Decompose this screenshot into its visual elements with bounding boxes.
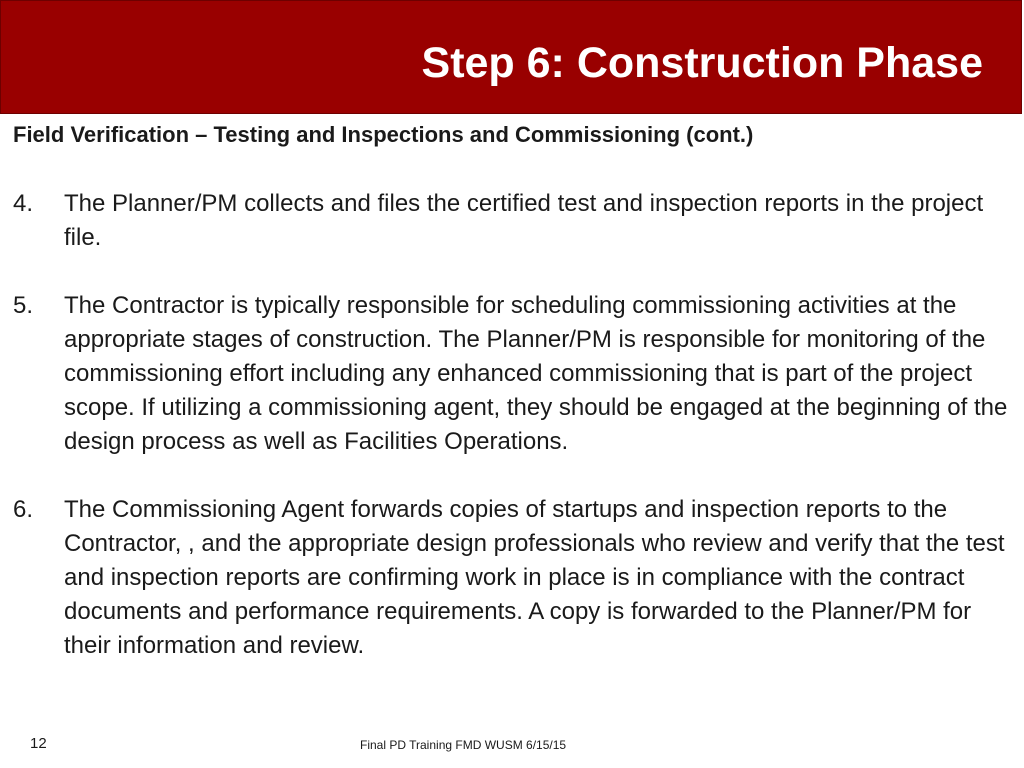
list-item-text: The Commissioning Agent forwards copies of startups and inspection reports to the Contractor, , and the appropriate design professionals who review and verify that the test and inspection reports are confirming work in place is in compliance with the contract documents and performance requirements. A copy is forwarded to the Planner/PM for their information and review. <box>64 496 1005 659</box>
footer-text: Final PD Training FMD WUSM 6/15/15 <box>360 738 567 752</box>
list-item-number: 4. <box>13 190 34 217</box>
slide-subtitle: Field Verification – Testing and Inspections and Commissioning (cont.) <box>13 122 754 147</box>
numbered-list <box>13 187 1018 697</box>
list-item-number: 5. <box>13 292 34 319</box>
title-bar <box>0 0 1022 114</box>
list-item-text: The Planner/PM collects and files the certified test and inspection reports in the project file. <box>64 190 984 251</box>
slide-title: Step 6: Construction Phase <box>421 39 983 87</box>
list-item-text: The Contractor is typically responsible for scheduling commissioning activities at the appropriate stages of construction. The Planner/PM is responsible for monitoring of the commissioning effort including any enhanced commissioning that is part of the project scope. If utilizing a commissioning agent, they should be engaged at the beginning of the design process as well as Facilities Operations. <box>64 292 1008 455</box>
list-item-number: 6. <box>13 496 34 523</box>
list-item <box>13 493 1018 663</box>
page-number: 12 <box>30 735 47 752</box>
list-item <box>13 289 1018 459</box>
list-item <box>13 187 1018 255</box>
